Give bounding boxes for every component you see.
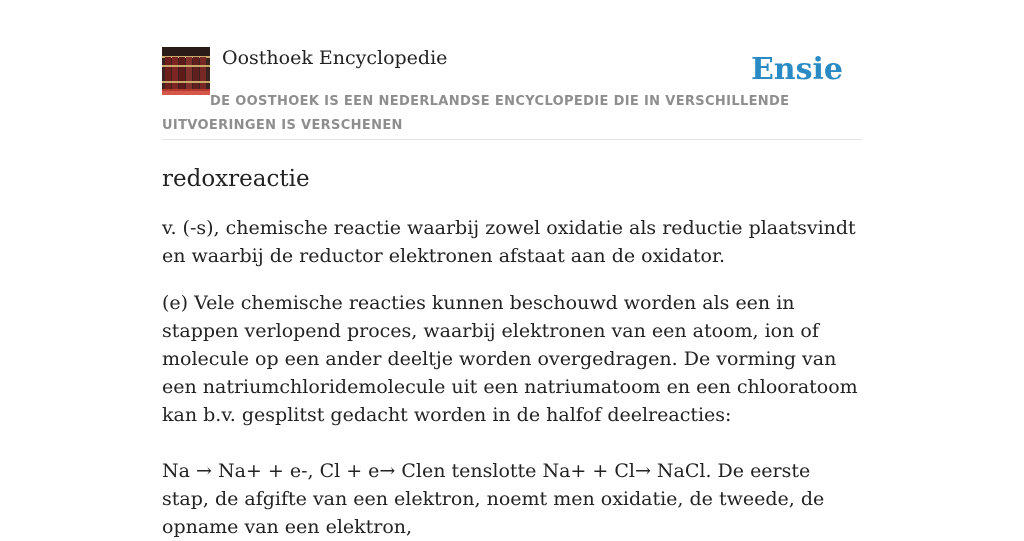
article: [162, 162, 862, 541]
article-paragraph: v. (-s), chemische reactie waarbij zowel oxidatie als reductie plaatsvindt en waarbij de reductor elektronen afstaat aan de oxidator.: [162, 217, 856, 267]
site-name[interactable]: Oosthoek Encyclopedie: [222, 47, 448, 69]
encyclopedia-books-icon: [162, 47, 210, 95]
article-paragraph: Na → Na+ + e-, Cl + e→ Clen tenslotte Na+ + Cl→ NaCl. De eerste stap, de afgifte van een elektron, noemt men oxidatie, de tweede, de opname van een elektron,: [162, 460, 825, 538]
article-paragraph: (e) Vele chemische reacties kunnen beschouwd worden als een in stappen verlopend proces, waarbij elektronen van een atoom, ion of molecule op een ander deeltje worden overgedragen. De vorming van een natriumchloridemolecule uit een natriumatoom en een chlooratoom kan b.v. gesplitst gedacht worden in de halfof deelreacties:: [162, 292, 858, 426]
avatar[interactable]: [162, 47, 210, 95]
site-header: [162, 46, 862, 140]
site-tagline: DE OOSTHOEK IS EEN NEDERLANDSE ENCYCLOPEDIE DIE IN VERSCHILLENDE UITVOERINGEN IS VERSCHENEN: [162, 94, 790, 133]
article-title: redoxreactie: [162, 166, 310, 192]
brand-logo[interactable]: Ensie: [750, 52, 843, 87]
